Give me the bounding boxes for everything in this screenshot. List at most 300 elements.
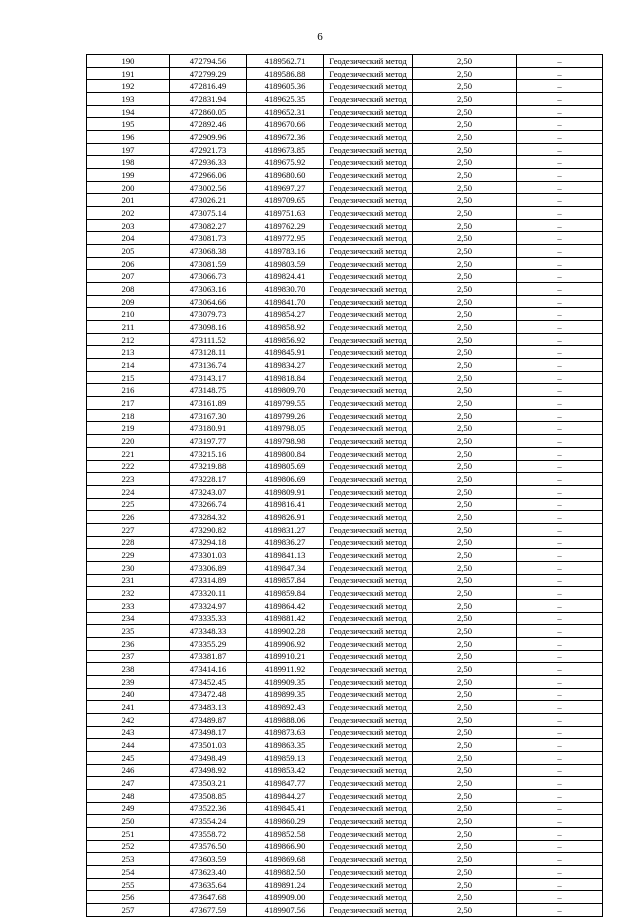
- table-row: [87, 371, 603, 384]
- dash-cell: –: [517, 688, 603, 701]
- accuracy-cell: 2,50: [413, 409, 517, 422]
- dash-cell: –: [517, 599, 603, 612]
- x-coordinate-cell: 473647.68: [170, 891, 247, 904]
- dash-cell: –: [517, 637, 603, 650]
- table-row: [87, 435, 603, 448]
- table-row: [87, 257, 603, 270]
- table-row: [87, 384, 603, 397]
- y-coordinate-cell: 4189836.27: [247, 536, 324, 549]
- y-coordinate-cell: 4189818.84: [247, 371, 324, 384]
- dash-cell: –: [517, 574, 603, 587]
- point-number-cell: 254: [87, 866, 170, 879]
- method-cell: Геодезический метод: [324, 840, 413, 853]
- method-cell: Геодезический метод: [324, 270, 413, 283]
- dash-cell: –: [517, 93, 603, 106]
- table-row: [87, 650, 603, 663]
- table-row: [87, 283, 603, 296]
- method-cell: Геодезический метод: [324, 422, 413, 435]
- y-coordinate-cell: 4189859.84: [247, 587, 324, 600]
- x-coordinate-cell: 473335.33: [170, 612, 247, 625]
- method-cell: Геодезический метод: [324, 536, 413, 549]
- y-coordinate-cell: 4189798.98: [247, 435, 324, 448]
- point-number-cell: 245: [87, 751, 170, 764]
- method-cell: Геодезический метод: [324, 574, 413, 587]
- x-coordinate-cell: 473498.17: [170, 726, 247, 739]
- point-number-cell: 208: [87, 283, 170, 296]
- dash-cell: –: [517, 143, 603, 156]
- y-coordinate-cell: 4189709.65: [247, 194, 324, 207]
- point-number-cell: 216: [87, 384, 170, 397]
- point-number-cell: 255: [87, 878, 170, 891]
- accuracy-cell: 2,50: [413, 675, 517, 688]
- dash-cell: –: [517, 511, 603, 524]
- y-coordinate-cell: 4189675.92: [247, 156, 324, 169]
- dash-cell: –: [517, 118, 603, 131]
- table-row: [87, 270, 603, 283]
- point-number-cell: 193: [87, 93, 170, 106]
- accuracy-cell: 2,50: [413, 840, 517, 853]
- table-row: [87, 55, 603, 68]
- dash-cell: –: [517, 650, 603, 663]
- y-coordinate-cell: 4189831.27: [247, 523, 324, 536]
- y-coordinate-cell: 4189892.43: [247, 701, 324, 714]
- accuracy-cell: 2,50: [413, 536, 517, 549]
- accuracy-cell: 2,50: [413, 245, 517, 258]
- table-row: [87, 511, 603, 524]
- point-number-cell: 198: [87, 156, 170, 169]
- y-coordinate-cell: 4189857.84: [247, 574, 324, 587]
- point-number-cell: 229: [87, 549, 170, 562]
- point-number-cell: 253: [87, 853, 170, 866]
- method-cell: Геодезический метод: [324, 612, 413, 625]
- y-coordinate-cell: 4189853.42: [247, 764, 324, 777]
- point-number-cell: 234: [87, 612, 170, 625]
- point-number-cell: 251: [87, 827, 170, 840]
- x-coordinate-cell: 473215.16: [170, 447, 247, 460]
- dash-cell: –: [517, 485, 603, 498]
- point-number-cell: 206: [87, 257, 170, 270]
- method-cell: Геодезический метод: [324, 397, 413, 410]
- y-coordinate-cell: 4189806.69: [247, 473, 324, 486]
- point-number-cell: 239: [87, 675, 170, 688]
- accuracy-cell: 2,50: [413, 663, 517, 676]
- accuracy-cell: 2,50: [413, 270, 517, 283]
- accuracy-cell: 2,50: [413, 181, 517, 194]
- accuracy-cell: 2,50: [413, 904, 517, 917]
- x-coordinate-cell: 473508.85: [170, 789, 247, 802]
- x-coordinate-cell: 473414.16: [170, 663, 247, 676]
- x-coordinate-cell: 473623.40: [170, 866, 247, 879]
- y-coordinate-cell: 4189909.35: [247, 675, 324, 688]
- dash-cell: –: [517, 295, 603, 308]
- y-coordinate-cell: 4189852.58: [247, 827, 324, 840]
- x-coordinate-cell: 473503.21: [170, 777, 247, 790]
- accuracy-cell: 2,50: [413, 118, 517, 131]
- x-coordinate-cell: 473064.66: [170, 295, 247, 308]
- dash-cell: –: [517, 904, 603, 917]
- y-coordinate-cell: 4189888.06: [247, 713, 324, 726]
- point-number-cell: 197: [87, 143, 170, 156]
- method-cell: Геодезический метод: [324, 308, 413, 321]
- point-number-cell: 191: [87, 67, 170, 80]
- method-cell: Геодезический метод: [324, 866, 413, 879]
- method-cell: Геодезический метод: [324, 878, 413, 891]
- method-cell: Геодезический метод: [324, 105, 413, 118]
- dash-cell: –: [517, 802, 603, 815]
- y-coordinate-cell: 4189909.00: [247, 891, 324, 904]
- table-row: [87, 853, 603, 866]
- dash-cell: –: [517, 789, 603, 802]
- y-coordinate-cell: 4189856.92: [247, 333, 324, 346]
- table-row: [87, 827, 603, 840]
- y-coordinate-cell: 4189911.92: [247, 663, 324, 676]
- point-number-cell: 249: [87, 802, 170, 815]
- table-row: [87, 625, 603, 638]
- dash-cell: –: [517, 561, 603, 574]
- x-coordinate-cell: 473558.72: [170, 827, 247, 840]
- dash-cell: –: [517, 156, 603, 169]
- method-cell: Геодезический метод: [324, 93, 413, 106]
- method-cell: Геодезический метод: [324, 625, 413, 638]
- dash-cell: –: [517, 397, 603, 410]
- y-coordinate-cell: 4189873.63: [247, 726, 324, 739]
- method-cell: Геодезический метод: [324, 751, 413, 764]
- x-coordinate-cell: 473143.17: [170, 371, 247, 384]
- table-row: [87, 536, 603, 549]
- point-number-cell: 248: [87, 789, 170, 802]
- dash-cell: –: [517, 308, 603, 321]
- x-coordinate-cell: 473284.32: [170, 511, 247, 524]
- table-row: [87, 460, 603, 473]
- dash-cell: –: [517, 878, 603, 891]
- dash-cell: –: [517, 777, 603, 790]
- accuracy-cell: 2,50: [413, 257, 517, 270]
- table-row: [87, 866, 603, 879]
- table-row: [87, 688, 603, 701]
- x-coordinate-cell: 472860.05: [170, 105, 247, 118]
- x-coordinate-cell: 473489.87: [170, 713, 247, 726]
- y-coordinate-cell: 4189625.35: [247, 93, 324, 106]
- dash-cell: –: [517, 447, 603, 460]
- y-coordinate-cell: 4189841.70: [247, 295, 324, 308]
- dash-cell: –: [517, 587, 603, 600]
- accuracy-cell: 2,50: [413, 853, 517, 866]
- accuracy-cell: 2,50: [413, 422, 517, 435]
- x-coordinate-cell: 473026.21: [170, 194, 247, 207]
- table-row: [87, 194, 603, 207]
- accuracy-cell: 2,50: [413, 194, 517, 207]
- point-number-cell: 233: [87, 599, 170, 612]
- y-coordinate-cell: 4189902.28: [247, 625, 324, 638]
- accuracy-cell: 2,50: [413, 131, 517, 144]
- table-row: [87, 663, 603, 676]
- dash-cell: –: [517, 257, 603, 270]
- method-cell: Геодезический метод: [324, 55, 413, 68]
- x-coordinate-cell: 473079.73: [170, 308, 247, 321]
- x-coordinate-cell: 473128.11: [170, 346, 247, 359]
- x-coordinate-cell: 472936.33: [170, 156, 247, 169]
- dash-cell: –: [517, 840, 603, 853]
- y-coordinate-cell: 4189826.91: [247, 511, 324, 524]
- point-number-cell: 217: [87, 397, 170, 410]
- table-row: [87, 675, 603, 688]
- y-coordinate-cell: 4189847.77: [247, 777, 324, 790]
- table-row: [87, 409, 603, 422]
- point-number-cell: 222: [87, 460, 170, 473]
- method-cell: Геодезический метод: [324, 853, 413, 866]
- accuracy-cell: 2,50: [413, 447, 517, 460]
- y-coordinate-cell: 4189670.66: [247, 118, 324, 131]
- accuracy-cell: 2,50: [413, 739, 517, 752]
- table-row: [87, 612, 603, 625]
- y-coordinate-cell: 4189605.36: [247, 80, 324, 93]
- method-cell: Геодезический метод: [324, 435, 413, 448]
- method-cell: Геодезический метод: [324, 688, 413, 701]
- page-number: 6: [317, 31, 323, 43]
- point-number-cell: 200: [87, 181, 170, 194]
- accuracy-cell: 2,50: [413, 549, 517, 562]
- x-coordinate-cell: 473161.89: [170, 397, 247, 410]
- y-coordinate-cell: 4189772.95: [247, 232, 324, 245]
- point-number-cell: 257: [87, 904, 170, 917]
- method-cell: Геодезический метод: [324, 498, 413, 511]
- accuracy-cell: 2,50: [413, 143, 517, 156]
- table-row: [87, 587, 603, 600]
- coordinates-table-body: [87, 55, 603, 917]
- point-number-cell: 204: [87, 232, 170, 245]
- dash-cell: –: [517, 80, 603, 93]
- x-coordinate-cell: 472794.56: [170, 55, 247, 68]
- y-coordinate-cell: 4189845.91: [247, 346, 324, 359]
- table-row: [87, 637, 603, 650]
- method-cell: Геодезический метод: [324, 232, 413, 245]
- accuracy-cell: 2,50: [413, 93, 517, 106]
- dash-cell: –: [517, 726, 603, 739]
- point-number-cell: 256: [87, 891, 170, 904]
- dash-cell: –: [517, 891, 603, 904]
- method-cell: Геодезический метод: [324, 599, 413, 612]
- dash-cell: –: [517, 169, 603, 182]
- x-coordinate-cell: 473167.30: [170, 409, 247, 422]
- dash-cell: –: [517, 219, 603, 232]
- y-coordinate-cell: 4189858.92: [247, 321, 324, 334]
- dash-cell: –: [517, 473, 603, 486]
- x-coordinate-cell: 473498.92: [170, 764, 247, 777]
- accuracy-cell: 2,50: [413, 232, 517, 245]
- method-cell: Геодезический метод: [324, 245, 413, 258]
- x-coordinate-cell: 473483.13: [170, 701, 247, 714]
- point-number-cell: 195: [87, 118, 170, 131]
- accuracy-cell: 2,50: [413, 498, 517, 511]
- y-coordinate-cell: 4189673.85: [247, 143, 324, 156]
- accuracy-cell: 2,50: [413, 283, 517, 296]
- method-cell: Геодезический метод: [324, 283, 413, 296]
- x-coordinate-cell: 473290.82: [170, 523, 247, 536]
- x-coordinate-cell: 472966.06: [170, 169, 247, 182]
- method-cell: Геодезический метод: [324, 675, 413, 688]
- point-number-cell: 214: [87, 359, 170, 372]
- method-cell: Геодезический метод: [324, 815, 413, 828]
- dash-cell: –: [517, 55, 603, 68]
- accuracy-cell: 2,50: [413, 435, 517, 448]
- x-coordinate-cell: 472909.96: [170, 131, 247, 144]
- point-number-cell: 228: [87, 536, 170, 549]
- point-number-cell: 205: [87, 245, 170, 258]
- accuracy-cell: 2,50: [413, 701, 517, 714]
- accuracy-cell: 2,50: [413, 802, 517, 815]
- table-row: [87, 321, 603, 334]
- y-coordinate-cell: 4189869.68: [247, 853, 324, 866]
- accuracy-cell: 2,50: [413, 219, 517, 232]
- x-coordinate-cell: 473306.89: [170, 561, 247, 574]
- y-coordinate-cell: 4189586.88: [247, 67, 324, 80]
- point-number-cell: 209: [87, 295, 170, 308]
- dash-cell: –: [517, 321, 603, 334]
- accuracy-cell: 2,50: [413, 574, 517, 587]
- method-cell: Геодезический метод: [324, 460, 413, 473]
- accuracy-cell: 2,50: [413, 371, 517, 384]
- point-number-cell: 236: [87, 637, 170, 650]
- point-number-cell: 243: [87, 726, 170, 739]
- method-cell: Геодезический метод: [324, 764, 413, 777]
- y-coordinate-cell: 4189798.05: [247, 422, 324, 435]
- x-coordinate-cell: 473348.33: [170, 625, 247, 638]
- x-coordinate-cell: 473180.91: [170, 422, 247, 435]
- y-coordinate-cell: 4189859.13: [247, 751, 324, 764]
- accuracy-cell: 2,50: [413, 169, 517, 182]
- point-number-cell: 211: [87, 321, 170, 334]
- x-coordinate-cell: 473381.87: [170, 650, 247, 663]
- dash-cell: –: [517, 105, 603, 118]
- x-coordinate-cell: 472799.29: [170, 67, 247, 80]
- y-coordinate-cell: 4189809.70: [247, 384, 324, 397]
- point-number-cell: 215: [87, 371, 170, 384]
- dash-cell: –: [517, 409, 603, 422]
- method-cell: Геодезический метод: [324, 561, 413, 574]
- table-row: [87, 118, 603, 131]
- y-coordinate-cell: 4189906.92: [247, 637, 324, 650]
- point-number-cell: 230: [87, 561, 170, 574]
- table-row: [87, 232, 603, 245]
- dash-cell: –: [517, 131, 603, 144]
- method-cell: Геодезический метод: [324, 789, 413, 802]
- dash-cell: –: [517, 713, 603, 726]
- y-coordinate-cell: 4189910.21: [247, 650, 324, 663]
- dash-cell: –: [517, 283, 603, 296]
- point-number-cell: 227: [87, 523, 170, 536]
- dash-cell: –: [517, 422, 603, 435]
- accuracy-cell: 2,50: [413, 713, 517, 726]
- table-row: [87, 739, 603, 752]
- accuracy-cell: 2,50: [413, 789, 517, 802]
- point-number-cell: 252: [87, 840, 170, 853]
- accuracy-cell: 2,50: [413, 625, 517, 638]
- accuracy-cell: 2,50: [413, 599, 517, 612]
- point-number-cell: 223: [87, 473, 170, 486]
- dash-cell: –: [517, 245, 603, 258]
- y-coordinate-cell: 4189799.26: [247, 409, 324, 422]
- x-coordinate-cell: 473081.59: [170, 257, 247, 270]
- x-coordinate-cell: 473068.38: [170, 245, 247, 258]
- accuracy-cell: 2,50: [413, 561, 517, 574]
- method-cell: Геодезический метод: [324, 891, 413, 904]
- point-number-cell: 218: [87, 409, 170, 422]
- method-cell: Геодезический метод: [324, 549, 413, 562]
- accuracy-cell: 2,50: [413, 295, 517, 308]
- point-number-cell: 247: [87, 777, 170, 790]
- point-number-cell: 207: [87, 270, 170, 283]
- dash-cell: –: [517, 181, 603, 194]
- x-coordinate-cell: 473554.24: [170, 815, 247, 828]
- dash-cell: –: [517, 460, 603, 473]
- y-coordinate-cell: 4189816.41: [247, 498, 324, 511]
- method-cell: Геодезический метод: [324, 295, 413, 308]
- accuracy-cell: 2,50: [413, 751, 517, 764]
- dash-cell: –: [517, 739, 603, 752]
- method-cell: Геодезический метод: [324, 371, 413, 384]
- table-row: [87, 80, 603, 93]
- method-cell: Геодезический метод: [324, 802, 413, 815]
- point-number-cell: 224: [87, 485, 170, 498]
- accuracy-cell: 2,50: [413, 764, 517, 777]
- y-coordinate-cell: 4189854.27: [247, 308, 324, 321]
- y-coordinate-cell: 4189844.27: [247, 789, 324, 802]
- method-cell: Геодезический метод: [324, 637, 413, 650]
- accuracy-cell: 2,50: [413, 67, 517, 80]
- x-coordinate-cell: 473219.88: [170, 460, 247, 473]
- method-cell: Геодезический метод: [324, 650, 413, 663]
- point-number-cell: 202: [87, 207, 170, 220]
- dash-cell: –: [517, 701, 603, 714]
- y-coordinate-cell: 4189697.27: [247, 181, 324, 194]
- point-number-cell: 201: [87, 194, 170, 207]
- method-cell: Геодезический метод: [324, 511, 413, 524]
- table-row: [87, 840, 603, 853]
- point-number-cell: 194: [87, 105, 170, 118]
- x-coordinate-cell: 473111.52: [170, 333, 247, 346]
- table-row: [87, 143, 603, 156]
- dash-cell: –: [517, 827, 603, 840]
- accuracy-cell: 2,50: [413, 891, 517, 904]
- y-coordinate-cell: 4189899.35: [247, 688, 324, 701]
- y-coordinate-cell: 4189672.36: [247, 131, 324, 144]
- point-number-cell: 235: [87, 625, 170, 638]
- point-number-cell: 213: [87, 346, 170, 359]
- x-coordinate-cell: 473522.36: [170, 802, 247, 815]
- point-number-cell: 225: [87, 498, 170, 511]
- accuracy-cell: 2,50: [413, 726, 517, 739]
- point-number-cell: 232: [87, 587, 170, 600]
- point-number-cell: 231: [87, 574, 170, 587]
- x-coordinate-cell: 473294.18: [170, 536, 247, 549]
- x-coordinate-cell: 473098.16: [170, 321, 247, 334]
- y-coordinate-cell: 4189652.31: [247, 105, 324, 118]
- y-coordinate-cell: 4189891.24: [247, 878, 324, 891]
- point-number-cell: 196: [87, 131, 170, 144]
- x-coordinate-cell: 473228.17: [170, 473, 247, 486]
- method-cell: Геодезический метод: [324, 904, 413, 917]
- accuracy-cell: 2,50: [413, 321, 517, 334]
- y-coordinate-cell: 4189863.35: [247, 739, 324, 752]
- method-cell: Геодезический метод: [324, 663, 413, 676]
- table-row: [87, 295, 603, 308]
- dash-cell: –: [517, 67, 603, 80]
- method-cell: Геодезический метод: [324, 321, 413, 334]
- accuracy-cell: 2,50: [413, 80, 517, 93]
- table-row: [87, 181, 603, 194]
- y-coordinate-cell: 4189805.69: [247, 460, 324, 473]
- accuracy-cell: 2,50: [413, 485, 517, 498]
